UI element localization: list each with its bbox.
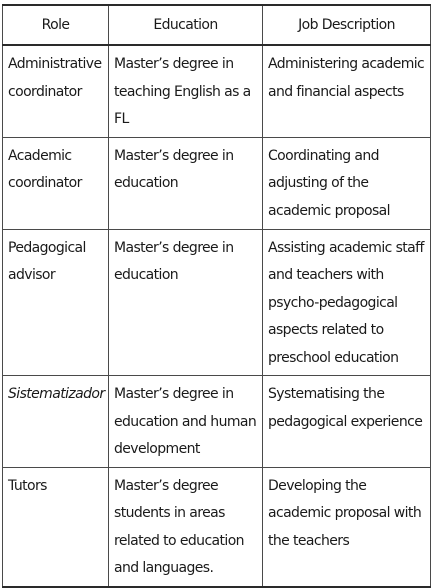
cell-job-description: Administering academic and financial aspects xyxy=(263,45,431,137)
header-job-description: Job Description xyxy=(263,5,431,45)
header-role: Role xyxy=(3,5,109,45)
cell-job-description: Assisting academic staff and teachers with psycho-pedagogical aspects related to preschool education xyxy=(263,229,431,376)
cell-job-description: Developing the academic proposal with the teachers xyxy=(263,467,431,587)
table-row xyxy=(3,467,431,587)
cell-education: Master’s degree in education xyxy=(109,229,263,376)
cell-education: Master’s degree in education and human development xyxy=(109,376,263,468)
table-row xyxy=(3,137,431,229)
cell-education: Master’s degree in education xyxy=(109,137,263,229)
cell-education: Master’s degree in teaching English as a FL xyxy=(109,45,263,137)
cell-role: Sistematizador xyxy=(3,376,109,468)
table-body xyxy=(3,45,431,587)
table-row xyxy=(3,45,431,137)
cell-job-description: Coordinating and adjusting of the academic proposal xyxy=(263,137,431,229)
roles-table xyxy=(2,4,431,588)
cell-role: Academic coordinator xyxy=(3,137,109,229)
header-education: Education xyxy=(109,5,263,45)
cell-role: Tutors xyxy=(3,467,109,587)
header-row xyxy=(3,5,431,45)
table-row xyxy=(3,376,431,468)
cell-education: Master’s degree students in areas related to education and languages. xyxy=(109,467,263,587)
cell-job-description: Systematising the pedagogical experience xyxy=(263,376,431,468)
table-header xyxy=(3,5,431,45)
table-row xyxy=(3,229,431,376)
cell-role: Administrative coordinator xyxy=(3,45,109,137)
cell-role: Pedagogical advisor xyxy=(3,229,109,376)
